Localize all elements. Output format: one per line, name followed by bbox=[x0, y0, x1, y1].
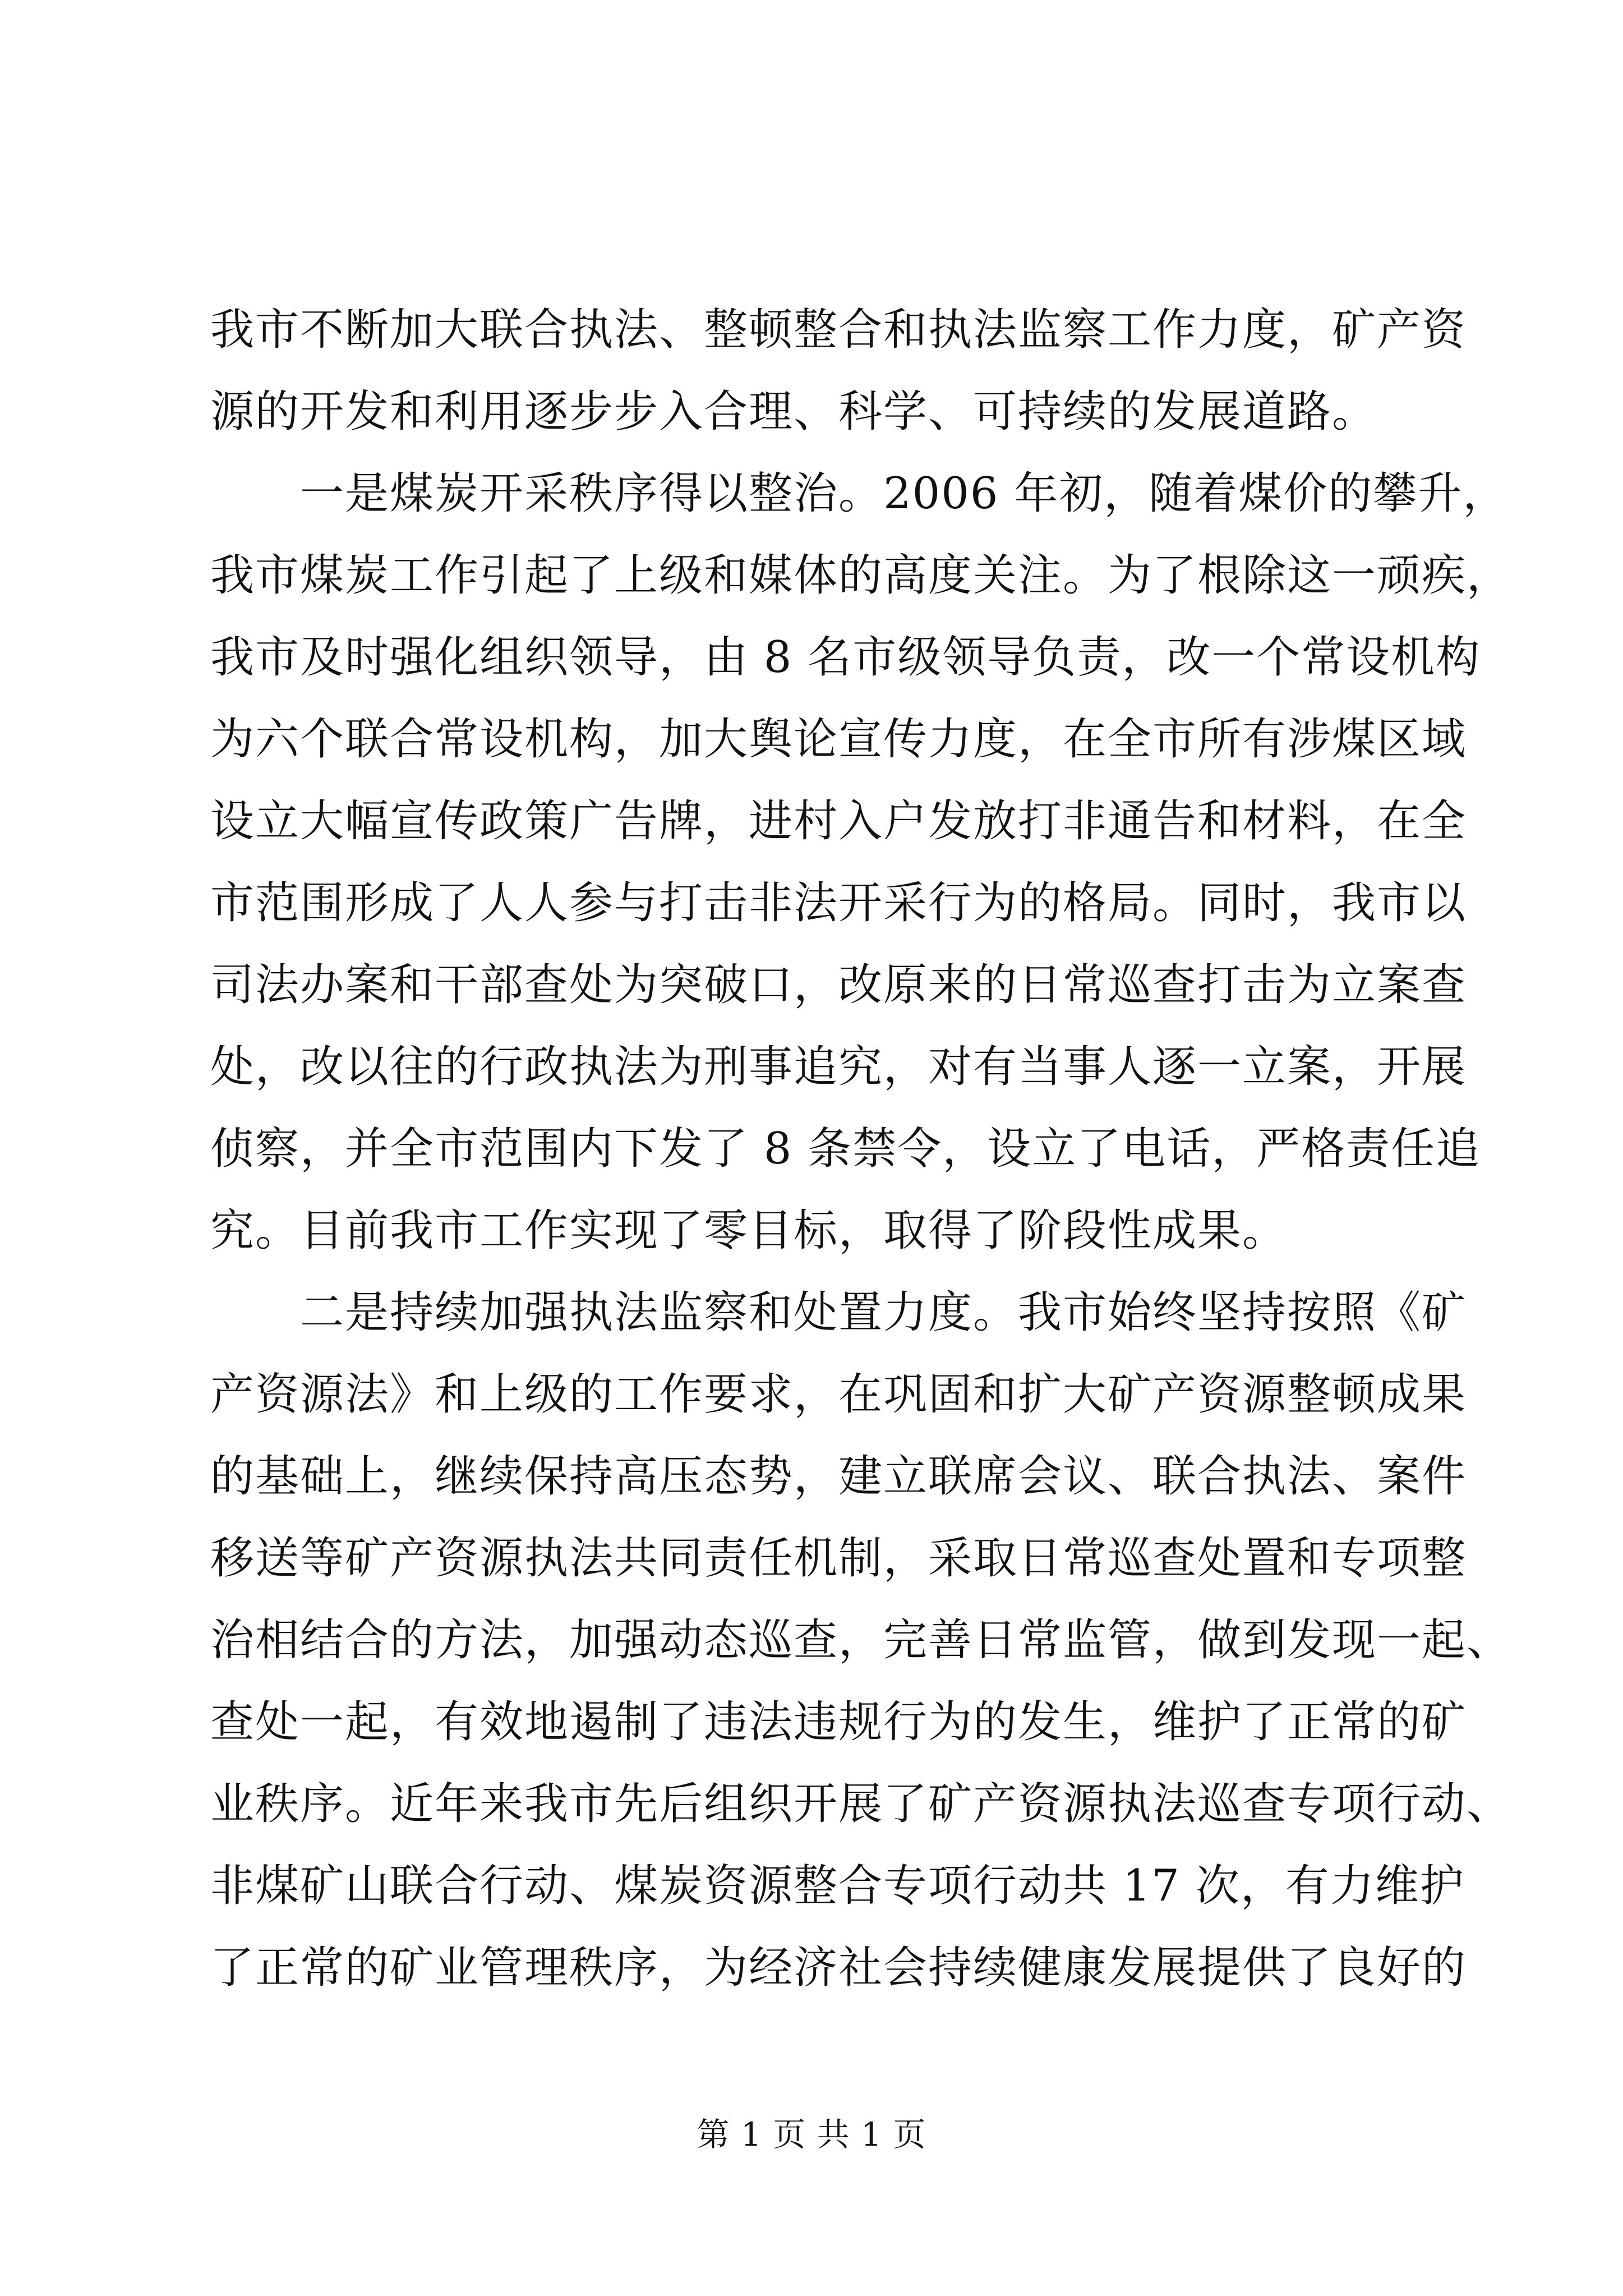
text-line: 源的开发和利用逐步步入合理、科学、可持续的发展道路。 bbox=[210, 386, 1377, 437]
text-line: 了正常的矿业管理秩序，为经济社会持续健康发展提供了良好的 bbox=[210, 1943, 1467, 1993]
body-text bbox=[210, 289, 1512, 2009]
text-line: 业秩序。近年来我市先后组织开展了矿产资源执法巡查专项行动、 bbox=[210, 1779, 1512, 1829]
text-line: 我市及时强化组织领导，由 8 名市级领导负责，改一个常设机构 bbox=[210, 632, 1481, 683]
text-line: 产资源法》和上级的工作要求，在巩固和扩大矿产资源整顿成果 bbox=[210, 1369, 1467, 1420]
text-line: 非煤矿山联合行动、煤炭资源整合专项行动共 17 次，有力维护 bbox=[210, 1861, 1465, 1911]
text-line: 移送等矿产资源执法共同责任机制，采取日常巡查处置和专项整 bbox=[210, 1533, 1467, 1584]
page-footer: 第 1 页 共 1 页 bbox=[697, 2115, 926, 2154]
text-line: 设立大幅宣传政策广告牌，进村入户发放打非通告和材料，在全 bbox=[210, 796, 1467, 846]
text-line: 一是煤炭开采秩序得以整治。2006 年初，随着煤价的攀升， bbox=[210, 468, 1508, 519]
text-line: 查处一起，有效地遏制了违法违规行为的发生，维护了正常的矿 bbox=[210, 1697, 1467, 1747]
text-line: 侦察，并全市范围内下发了 8 条禁令，设立了电话，严格责任追 bbox=[210, 1124, 1481, 1174]
text-line: 我市不断加大联合执法、整顿整合和执法监察工作力度，矿产资 bbox=[210, 305, 1467, 355]
text-line: 我市煤炭工作引起了上级和媒体的高度关注。为了根除这一顽疾， bbox=[210, 550, 1512, 601]
text-line: 为六个联合常设机构，加大舆论宣传力度，在全市所有涉煤区域 bbox=[210, 714, 1467, 765]
text-line: 二是持续加强执法监察和处置力度。我市始终坚持按照《矿 bbox=[210, 1287, 1467, 1338]
text-line: 处，改以往的行政执法为刑事追究，对有当事人逐一立案，开展 bbox=[210, 1042, 1467, 1092]
text-line: 司法办案和干部查处为突破口，改原来的日常巡查打击为立案查 bbox=[210, 960, 1467, 1010]
text-line: 究。目前我市工作实现了零目标，取得了阶段性成果。 bbox=[210, 1205, 1288, 1256]
text-line: 治相结合的方法，加强动态巡查，完善日常监管，做到发现一起、 bbox=[210, 1615, 1512, 1665]
text-line: 市范围形成了人人参与打击非法开采行为的格局。同时，我市以 bbox=[210, 878, 1467, 928]
text-line: 的基础上，继续保持高压态势，建立联席会议、联合执法、案件 bbox=[210, 1451, 1467, 1502]
